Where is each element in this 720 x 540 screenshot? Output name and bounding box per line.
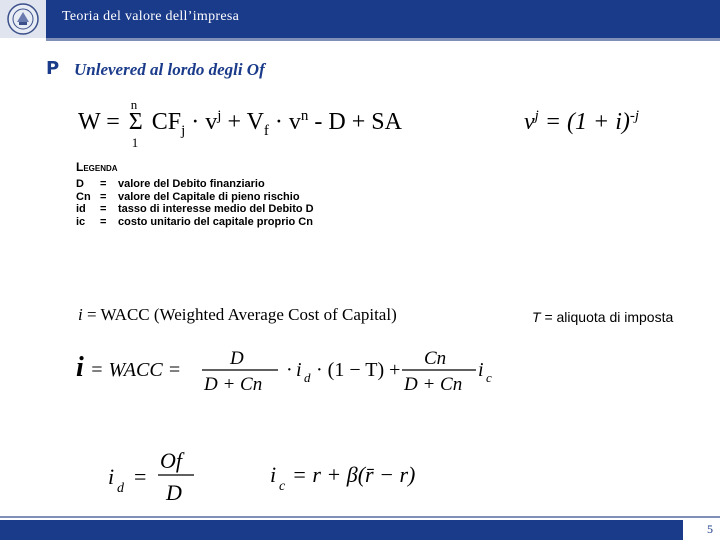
legend-symbol: id	[76, 203, 86, 215]
dot-operator: ·	[191, 109, 200, 135]
sigma-upper-limit: n	[130, 97, 138, 112]
wacc-id-sub: d	[304, 370, 311, 385]
legend-row	[76, 178, 314, 191]
legend-box	[76, 160, 314, 228]
formula-rest: - D + SA	[314, 109, 402, 135]
id-i: i	[108, 464, 115, 489]
id-eq: =	[134, 464, 147, 489]
v-symbol: v	[524, 109, 535, 135]
id-sub: d	[117, 481, 124, 496]
sigma-lower-limit: 1	[131, 135, 139, 150]
discount-rhs: = (1 + i)	[544, 109, 630, 135]
frac1-denominator: D + Cn	[204, 374, 263, 395]
ic-i: i	[270, 462, 277, 487]
vf-subscript: f	[263, 122, 269, 139]
wacc-eq: = WACC =	[90, 359, 182, 381]
cf-subscript: j	[181, 122, 186, 139]
legend-equals: =	[100, 190, 107, 203]
page-number-box	[682, 520, 720, 540]
legend-row	[76, 216, 314, 229]
id-denominator: D	[166, 480, 182, 505]
wacc-definition	[78, 305, 397, 325]
main-valuation-formula	[78, 97, 402, 150]
legend-description: tasso di interesse medio del Debito D	[118, 203, 314, 215]
v-superscript: j	[217, 108, 222, 124]
legend-equals: =	[100, 215, 107, 228]
header-underline	[46, 38, 720, 41]
wacc-formula	[72, 340, 512, 400]
wacc-text: = WACC (Weighted Average Cost of Capital)	[86, 305, 397, 324]
frac1-numerator: D	[230, 348, 244, 369]
university-seal-logo	[0, 0, 46, 38]
v-term: v	[205, 109, 218, 135]
wacc-ic-sub: c	[486, 370, 492, 385]
legend-row	[76, 203, 314, 216]
legend-symbol: ic	[76, 215, 86, 228]
legend-row	[76, 191, 314, 204]
wacc-variable: i	[78, 305, 83, 324]
dot-operator: ·	[274, 109, 283, 135]
page-number: 5	[707, 522, 713, 536]
ic-formula	[266, 452, 466, 496]
cf-term: CF	[151, 109, 182, 135]
frac2-numerator: Cn	[424, 348, 447, 369]
id-formula	[104, 446, 214, 510]
tax-text: = aliquota di imposta	[544, 309, 674, 325]
vf-term: + V	[227, 109, 264, 135]
discount-exponent: -j	[629, 108, 640, 124]
tax-variable: T	[532, 309, 541, 325]
wacc-id: i	[296, 359, 302, 381]
wacc-dot: ·	[286, 359, 293, 381]
footer-bar	[0, 520, 720, 540]
discount-factor-formula	[524, 108, 639, 136]
legend-description: valore del Debito finanziario	[118, 178, 265, 190]
footer-line	[0, 516, 720, 518]
wacc-ic: i	[478, 359, 484, 381]
legend-equals: =	[100, 203, 107, 215]
formula-lhs: W =	[78, 109, 120, 135]
legend-symbol: D	[76, 178, 84, 190]
ic-sub: c	[279, 479, 286, 494]
tax-definition	[532, 309, 673, 325]
slide-subtitle: Unlevered al lordo degli Of	[74, 60, 265, 79]
ic-rhs: = r + β(r̄ − r)	[292, 462, 416, 487]
header-bar	[0, 0, 720, 38]
frac2-denominator: D + Cn	[404, 374, 463, 395]
wacc-paren: · (1 − T) +	[316, 359, 401, 381]
sigma-symbol: Σ	[128, 109, 143, 135]
legend-title: Legenda	[76, 160, 118, 174]
id-numerator: Of	[160, 448, 182, 473]
legend-symbol: Cn	[76, 190, 91, 203]
bullet-icon: P	[46, 58, 60, 79]
vn-superscript: n	[300, 108, 309, 124]
legend-description: valore del Capitale di pieno rischio	[118, 190, 300, 203]
wacc-lhs-i: i	[76, 352, 84, 383]
legend-description: costo unitario del capitale proprio Cn	[118, 215, 313, 228]
legend-equals: =	[100, 178, 107, 190]
vn-term: v	[288, 109, 301, 135]
v-exponent: j	[534, 108, 539, 124]
header-title: Teoria del valore dell’impresa	[62, 9, 240, 24]
